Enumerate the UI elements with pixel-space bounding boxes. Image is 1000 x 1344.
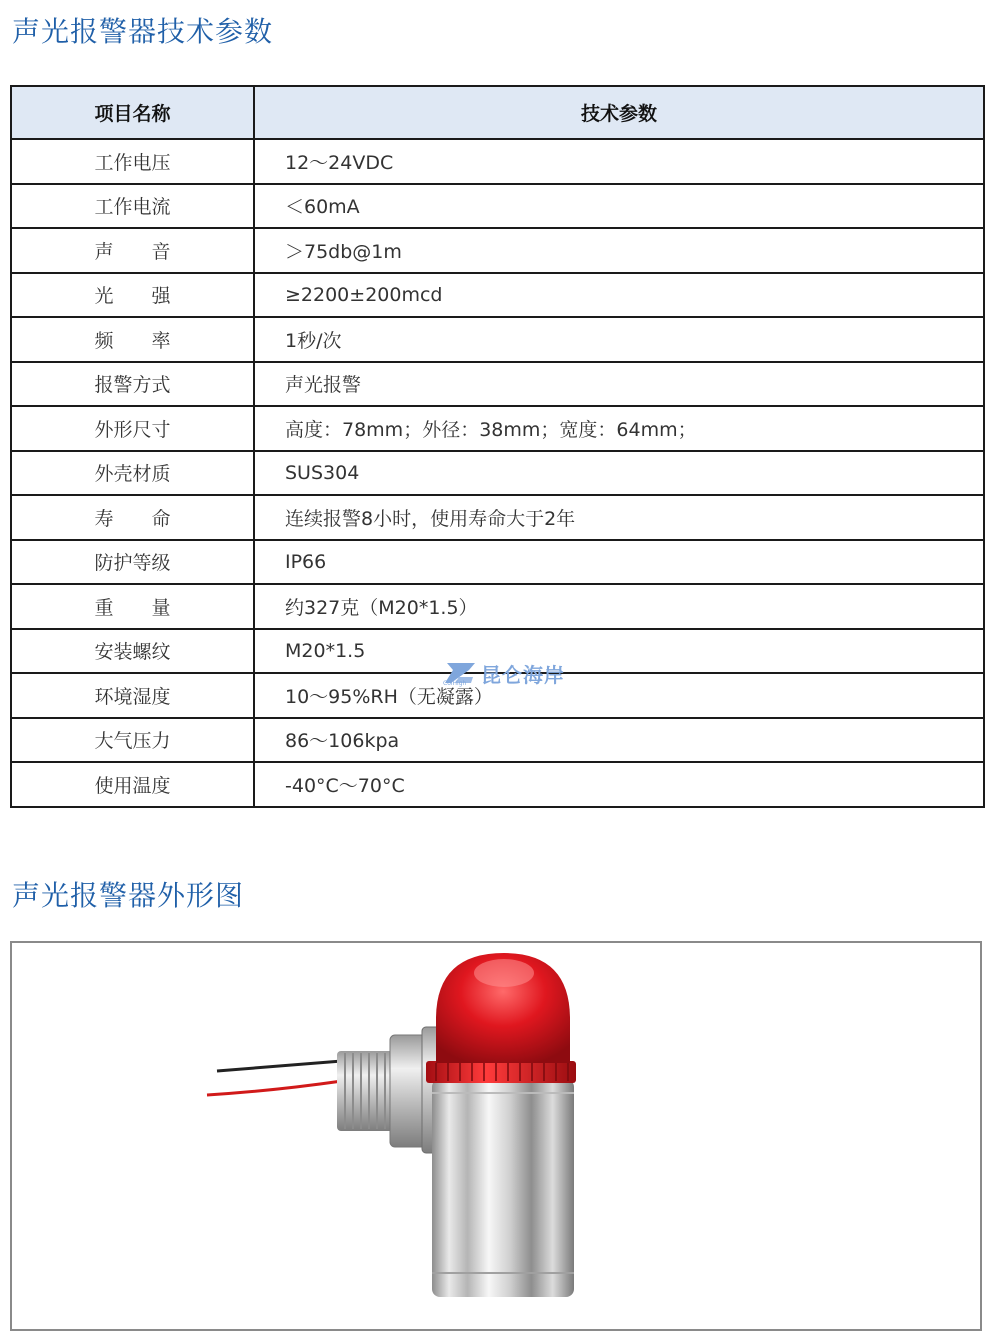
spec-table-header: [11, 86, 984, 139]
spec-item-name: 外壳材质: [11, 451, 254, 496]
spec-item-name: 工作电流: [11, 184, 254, 229]
brand-watermark: [443, 660, 565, 686]
spec-section-title: 声光报警器技术参数: [12, 15, 274, 48]
spec-item-value: 声光报警: [254, 362, 984, 407]
spec-item-name: 光 强: [11, 273, 254, 318]
spec-item-value: -40°C～70°C: [254, 762, 984, 807]
spec-item-name: 安装螺纹: [11, 629, 254, 674]
spec-row: [11, 139, 984, 184]
spec-item-value: 86～106kpa: [254, 718, 984, 763]
spec-row: [11, 451, 984, 496]
spec-item-name: 频 率: [11, 317, 254, 362]
spec-row: [11, 317, 984, 362]
spec-row: [11, 718, 984, 763]
spec-row: [11, 540, 984, 585]
spec-row: [11, 273, 984, 318]
spec-item-value: IP66: [254, 540, 984, 585]
spec-row: [11, 184, 984, 229]
alarm-beacon-image: [12, 943, 980, 1329]
spec-item-value: ＜60mA: [254, 184, 984, 229]
watermark-text: 昆仑海岸: [481, 662, 565, 687]
spec-item-name: 大气压力: [11, 718, 254, 763]
watermark-subtext: ColHigh: [443, 680, 467, 687]
spec-item-name: 防护等级: [11, 540, 254, 585]
spec-item-name: 寿 命: [11, 495, 254, 540]
spec-item-value: ＞75db@1m: [254, 228, 984, 273]
spec-item-value: SUS304: [254, 451, 984, 496]
spec-item-name: 外形尺寸: [11, 406, 254, 451]
spec-item-name: 工作电压: [11, 139, 254, 184]
spec-item-value: M20*1.5: [254, 629, 984, 674]
product-figure: [10, 941, 982, 1331]
red-wire: [207, 1081, 342, 1095]
spec-row: [11, 584, 984, 629]
spec-table: [10, 85, 985, 808]
header-tech-params: 技术参数: [254, 86, 984, 139]
spec-row: [11, 362, 984, 407]
spec-item-name: 使用温度: [11, 762, 254, 807]
black-wire: [217, 1061, 342, 1071]
spec-row: [11, 228, 984, 273]
outline-section-title: 声光报警器外形图: [12, 879, 245, 912]
spec-item-name: 报警方式: [11, 362, 254, 407]
spec-item-name: 环境湿度: [11, 673, 254, 718]
spec-item-value: 1秒/次: [254, 317, 984, 362]
spec-row: [11, 495, 984, 540]
spec-item-name: 声 音: [11, 228, 254, 273]
spec-item-value: 10～95%RH（无凝露）: [254, 673, 984, 718]
spec-item-value: 约327克（M20*1.5）: [254, 584, 984, 629]
spec-item-value: 高度：78mm；外径：38mm；宽度：64mm；: [254, 406, 984, 451]
spec-row: [11, 762, 984, 807]
header-item-name: 项目名称: [11, 86, 254, 139]
spec-item-name: 重 量: [11, 584, 254, 629]
spec-item-value: 12～24VDC: [254, 139, 984, 184]
spec-row: [11, 406, 984, 451]
spec-item-value: ≥2200±200mcd: [254, 273, 984, 318]
spec-item-value: 连续报警8小时，使用寿命大于2年: [254, 495, 984, 540]
